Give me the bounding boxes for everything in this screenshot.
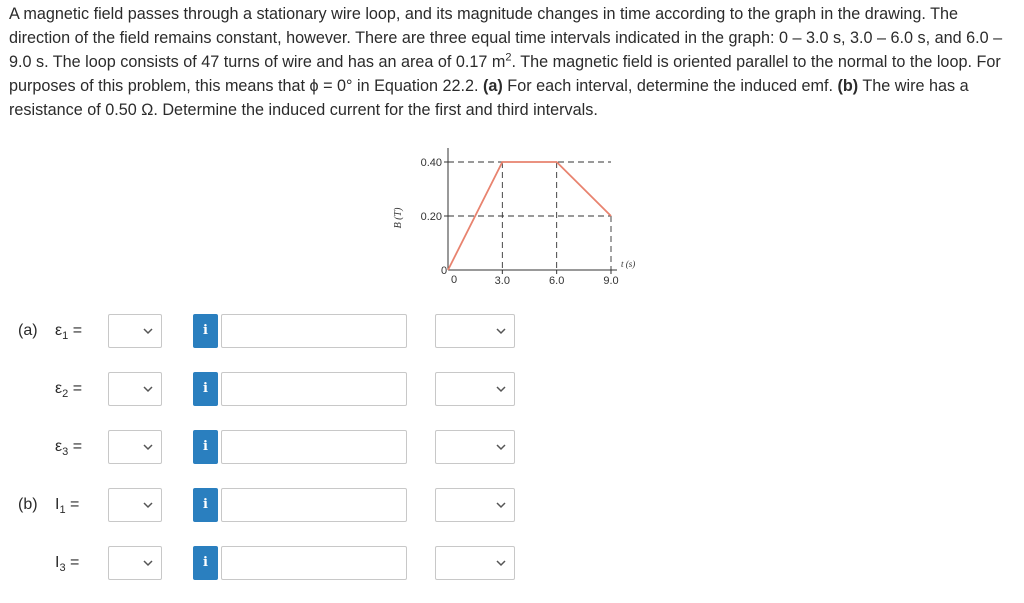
y-tick-label: 0.20 <box>420 211 442 223</box>
answer-input[interactable] <box>221 372 407 406</box>
x-tick-label: 3.0 <box>494 275 510 287</box>
part-label: (b) <box>18 496 38 513</box>
quantity-label: $\varepsilon_3$ = <box>55 438 83 459</box>
problem-statement: A magnetic field passes through a stationary wire loop, and its magnitude changes in time according to the graph in the drawing. The direction of the field remains constant, however. There are three equal time intervals indicated in the graph: 0 – 3.0 s, 3.0 – 6.0 s, and 6.0 – 9.0 s. The loop consists of 47 turns of wire and has an area of 0.17 $m^2$. The magnetic field is oriented parallel to the normal to the loop. For purposes of this problem, this means that ϕ = 0° in Equation 22.2. (a) For each interval, determine the induced emf. (b) The wire has a resistance of 0.50 Ω. Determine the induced current for the first and third intervals. <box>9 5 1003 119</box>
x-axis-label: t (s) <box>621 259 636 269</box>
answer-row <box>0 314 1024 350</box>
sign-dropdown[interactable] <box>108 372 162 406</box>
answer-row <box>0 430 1024 466</box>
info-icon[interactable]: i <box>193 488 218 522</box>
x-tick-label: 9.0 <box>603 275 619 287</box>
y-tick-label: 0.40 <box>420 157 442 169</box>
quantity-label: $\varepsilon_2$ = <box>55 380 83 401</box>
quantity-label: $I_1$ = <box>55 496 80 517</box>
answer-input[interactable] <box>221 546 407 580</box>
sign-dropdown[interactable] <box>108 546 162 580</box>
answer-input[interactable] <box>221 314 407 348</box>
sign-dropdown[interactable] <box>108 314 162 348</box>
quantity-label: $I_3$ = <box>55 554 80 575</box>
units-dropdown[interactable] <box>435 372 515 406</box>
part-a-marker: (a) <box>483 77 503 95</box>
sign-dropdown[interactable] <box>108 488 162 522</box>
answer-row <box>0 372 1024 408</box>
answer-row <box>0 488 1024 524</box>
y-axis-label: B (T) <box>393 207 404 229</box>
info-icon[interactable]: i <box>193 430 218 464</box>
info-icon[interactable]: i <box>193 314 218 348</box>
field-vs-time-graph <box>380 130 660 290</box>
answer-row <box>0 546 1024 582</box>
info-icon[interactable]: i <box>193 372 218 406</box>
part-label: (a) <box>18 322 38 339</box>
x-tick-label: 6.0 <box>549 275 565 287</box>
units-dropdown[interactable] <box>435 314 515 348</box>
answer-input[interactable] <box>221 488 407 522</box>
origin-y-label: 0 <box>441 265 448 277</box>
answer-input[interactable] <box>221 430 407 464</box>
part-b-marker: (b) <box>837 77 859 95</box>
sign-dropdown[interactable] <box>108 430 162 464</box>
units-dropdown[interactable] <box>435 430 515 464</box>
units-dropdown[interactable] <box>435 546 515 580</box>
quantity-label: $\varepsilon_1$ = <box>55 322 83 343</box>
units-dropdown[interactable] <box>435 488 515 522</box>
origin-x-label: 0 <box>451 274 458 286</box>
info-icon[interactable]: i <box>193 546 218 580</box>
